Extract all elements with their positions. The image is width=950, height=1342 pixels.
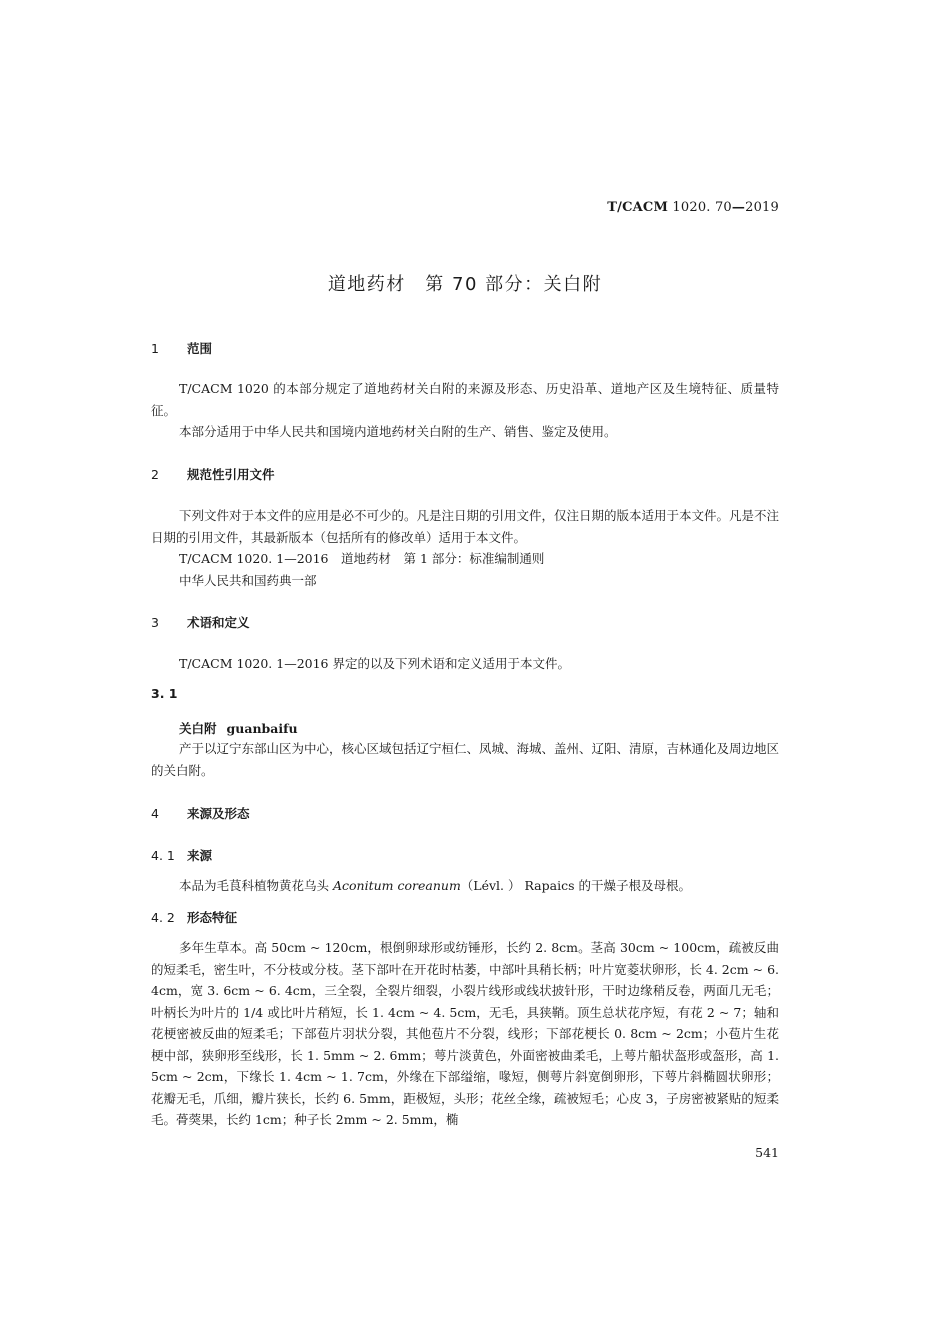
section-1-title: 范围 [187, 341, 213, 356]
standard-code [607, 200, 779, 215]
section-4-title: 来源及形态 [187, 806, 250, 821]
source-paragraph [179, 875, 691, 897]
reference-item-2: 中华人民共和国药典一部 [179, 573, 317, 588]
terms-paragraph: T/CACM 1020. 1—2016 界定的以及下列术语和定义适用于本文件。 [179, 656, 570, 671]
document-title: 道地药材 第 70 部分：关白附 [327, 274, 603, 295]
section-2-heading [151, 465, 275, 483]
section-3-title: 术语和定义 [187, 615, 250, 630]
standard-number: 1020. 70 [672, 200, 732, 215]
term-definition: 产于以辽宁东部山区为中心，核心区域包括辽宁桓仁、凤城、海城、盖州、辽阳、清原，吉林通化及周边地区的关白附。 [151, 741, 780, 778]
section-4-heading [151, 804, 250, 822]
subsection-4-2-title: 形态特征 [187, 910, 238, 925]
reference-item-1: T/CACM 1020. 1—2016 道地药材 第 1 部分：标准编制通则 [179, 551, 545, 566]
subsection-3-1-number: 3. 1 [151, 686, 178, 701]
subsection-4-1-title: 来源 [187, 848, 213, 863]
source-text-b: （Lévl. ） Rapaics 的干燥子根及母根。 [460, 878, 691, 893]
subsection-4-1-number: 4. 1 [151, 848, 175, 863]
term-chinese: 关白附 [179, 721, 217, 736]
page-number: 541 [755, 1145, 779, 1160]
section-1-number: 1 [151, 341, 159, 356]
latin-name: Aconitum coreanum [332, 878, 461, 893]
section-1-heading [151, 339, 212, 357]
subsection-4-2-heading [151, 908, 237, 926]
subsection-4-2-number: 4. 2 [151, 910, 175, 925]
term-entry [179, 719, 298, 737]
section-2-title: 规范性引用文件 [187, 467, 275, 482]
term-pinyin: guanbaifu [226, 721, 298, 736]
standard-year: 2019 [745, 200, 779, 215]
source-text-a: 本品为毛茛科植物黄花乌头 [179, 878, 333, 893]
standard-dash: — [731, 200, 746, 215]
section-3-heading [151, 613, 250, 631]
references-paragraph: 下列文件对于本文件的应用是必不可少的。凡是注日期的引用文件，仅注日期的版本适用于本文件。凡是不注日期的引用文件，其最新版本（包括所有的修改单）适用于本文件。 [151, 508, 780, 545]
scope-paragraph-2: 本部分适用于中华人民共和国境内道地药材关白附的生产、销售、鉴定及使用。 [179, 424, 617, 439]
standard-prefix: T/CACM [607, 200, 669, 215]
section-2-number: 2 [151, 467, 159, 482]
subsection-4-1-heading [151, 846, 212, 864]
scope-paragraph-1: T/CACM 1020 的本部分规定了道地药材关白附的来源及形态、历史沿革、道地产区及生境特征、质量特征。 [151, 381, 779, 418]
section-4-number: 4 [151, 806, 159, 821]
section-3-number: 3 [151, 615, 159, 630]
morphology-paragraph: 多年生草本。高 50cm ~ 120cm，根倒卵球形或纺锤形，长约 2. 8cm。茎高 30cm ~ 100cm，疏被反曲的短柔毛，密生叶，不分枝或分枝。茎下部叶在开花时枯萎，中部叶具稍长柄；叶片宽菱状卵形，长 4. 2cm ~ 6. 4cm，宽 3. 6cm ~ 6. 4cm，三全裂，全裂片细裂，小裂片线形或线状披针形，干时边缘稍反卷，两面几无毛；叶柄长为叶片的 1/4 或比叶片稍短，长 1. 4cm ~ 4. 5cm，无毛，具狭鞘。顶生总状花序短，有花 2 ~ 7；轴和花梗密被反曲的短柔毛；下部苞片羽状分裂，其他苞片不分裂，线形；下部花梗长 0. 8cm ~ 2cm；小苞片生花梗中部，狭卵形至线形，长 1. 5mm ~ 2. 6mm；萼片淡黄色，外面密被曲柔毛，上萼片船状盔形或盔形，高 1. 5cm ~ 2cm，下缘长 1. 4cm ~ 1. 7cm，外缘在下部缢缩，喙短，侧萼片斜宽倒卵形，下萼片斜椭圆状卵形；花瓣无毛，爪细，瓣片狭长，长约 6. 5mm，距极短，头形；花丝全缘，疏被短毛；心皮 3，子房密被紧贴的短柔毛。蓇葖果，长约 1cm；种子长 2mm ~ 2. 5mm，椭 [151, 940, 779, 1127]
